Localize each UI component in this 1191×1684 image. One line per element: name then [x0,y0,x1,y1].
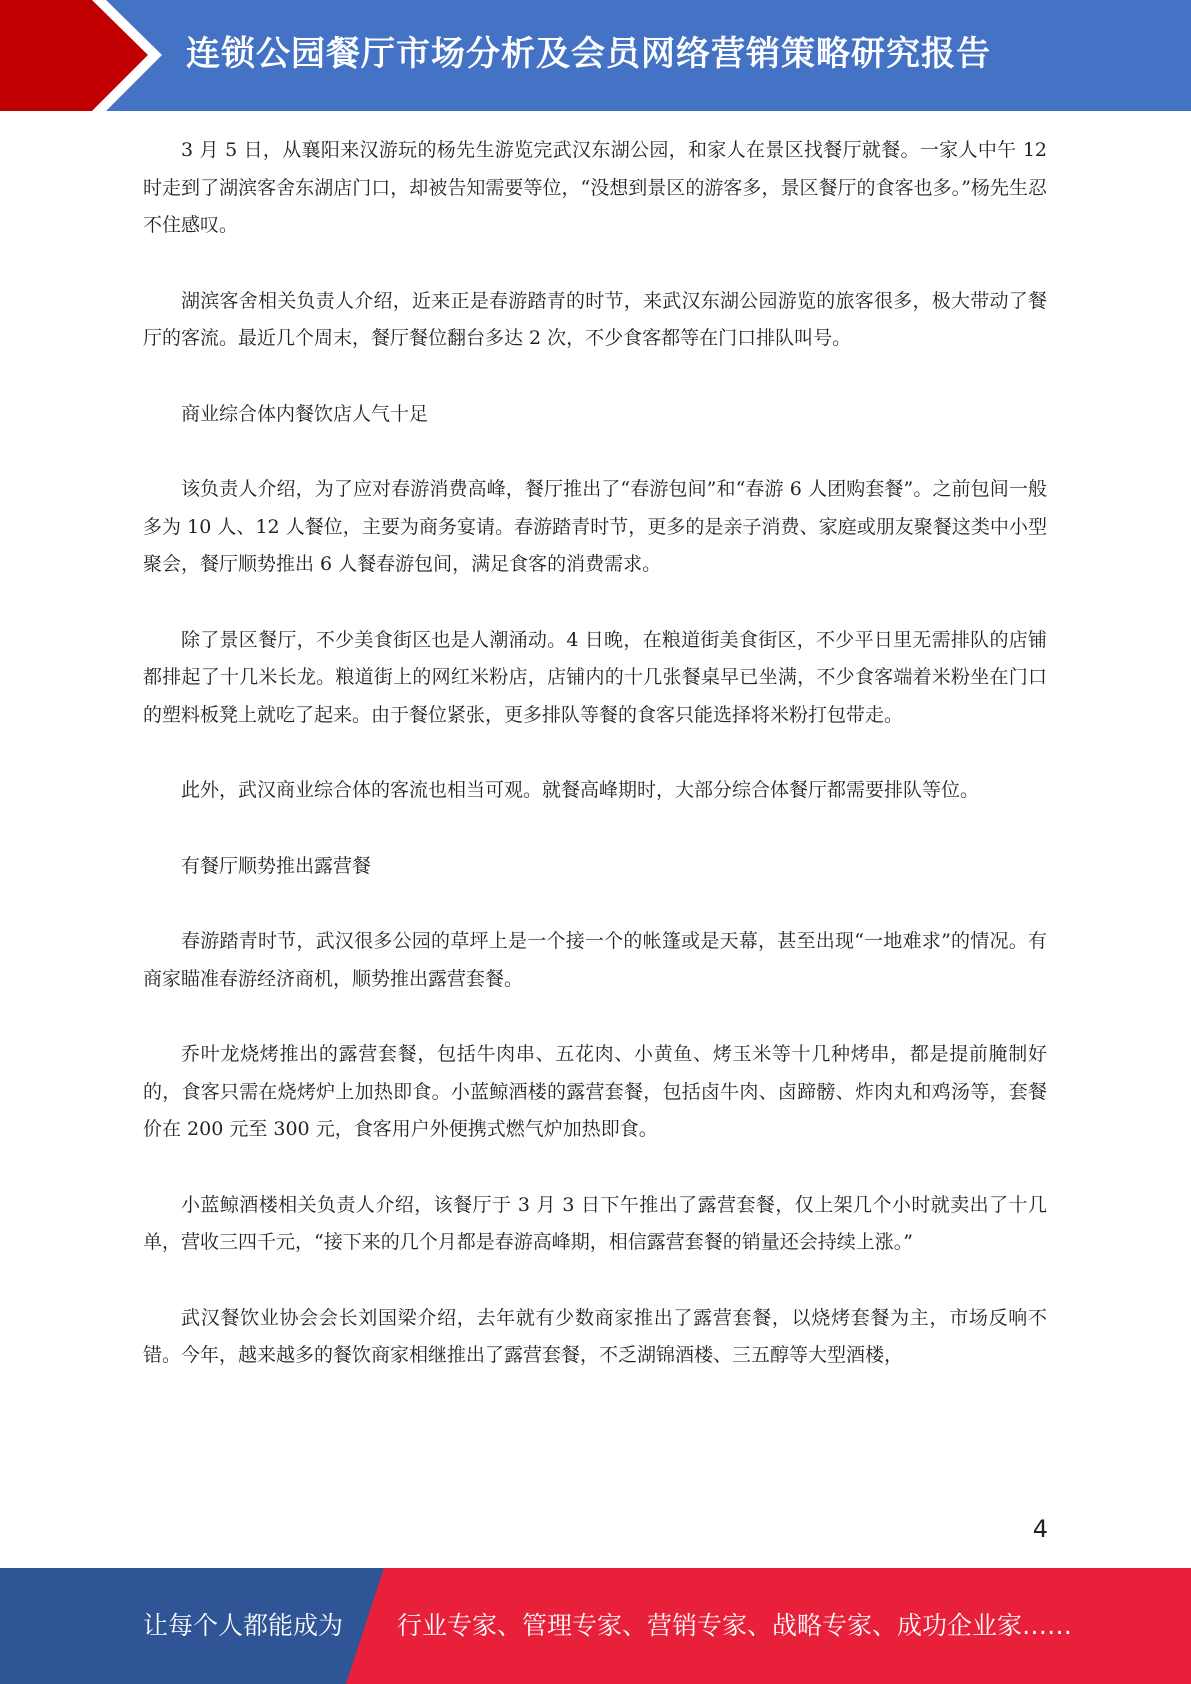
document-title: 连锁公园餐厅市场分析及会员网络营销策略研究报告 [186,34,991,74]
page-header [0,0,1191,111]
paragraph: 乔叶龙烧烤推出的露营套餐，包括牛肉串、五花肉、小黄鱼、烤玉米等十几种烤串，都是提前腌制好的，食客只需在烧烤炉上加热即食。小蓝鲸酒楼的露营套餐，包括卤牛肉、卤蹄髈、炸肉丸和鸡汤等，套餐价在 200 元至 300 元，食客用户外便携式燃气炉加热即食。 [143,1043,1047,1140]
section-subheading: 有餐厅顺势推出露营餐 [181,854,372,877]
paragraph: 武汉餐饮业协会会长刘国梁介绍，去年就有少数商家推出了露营套餐，以烧烤套餐为主，市场反响不错。今年，越来越多的餐饮商家相继推出了露营套餐，不乏湖锦酒楼、三五醇等大型酒楼， [143,1306,1047,1366]
page-number: 4 [1032,1515,1048,1543]
paragraph: 该负责人介绍，为了应对春游消费高峰，餐厅推出了“春游包间”和“春游 6 人团购套餐”。之前包间一般多为 10 人、12 人餐位，主要为商务宴请。春游踏青时节，更多的是亲子消费、家庭或朋友聚餐这类中小型聚会，餐厅顺势推出 6 人餐春游包间，满足食客的消费需求。 [143,478,1047,575]
paragraph: 湖滨客舍相关负责人介绍，近来正是春游踏青的时节，来武汉东湖公园游览的旅客很多，极大带动了餐厅的客流。最近几个周末，餐厅餐位翻台多达 2 次，不少食客都等在门口排队叫号。 [143,289,1047,349]
paragraph: 3 月 5 日，从襄阳来汉游玩的杨先生游览完武汉东湖公园，和家人在景区找餐厅就餐。一家人中午 12 时走到了湖滨客舍东湖店门口，却被告知需要等位，“没想到景区的游客多，景区餐厅的食客也多。”杨先生忍不住感叹。 [143,139,1047,236]
footer-slogan-right: 行业专家、管理专家、营销专家、战略专家、成功企业家…… [397,1611,1073,1640]
page-footer [0,1568,1191,1684]
footer-slogan-left: 让每个人都能成为 [143,1611,344,1640]
paragraph: 除了景区餐厅，不少美食街区也是人潮涌动。4 日晚，在粮道街美食街区，不少平日里无需排队的店铺都排起了十几米长龙。粮道街上的网红米粉店，店铺内的十几张餐桌早已坐满，不少食客端着米粉坐在门口的塑料板凳上就吃了起来。由于餐位紧张，更多排队等餐的食客只能选择将米粉打包带走。 [143,628,1047,726]
paragraph: 春游踏青时节，武汉很多公园的草坪上是一个接一个的帐篷或是天幕，甚至出现“一地难求”的情况。有商家瞄准春游经济商机，顺势推出露营套餐。 [143,930,1047,990]
section-subheading: 商业综合体内餐饮店人气十足 [181,402,429,425]
paragraph: 小蓝鲸酒楼相关负责人介绍，该餐厅于 3 月 3 日下午推出了露营套餐，仅上架几个小时就卖出了十几单，营收三四千元，“接下来的几个月都是春游高峰期，相信露营套餐的销量还会持续上涨。” [143,1193,1047,1253]
article-body [143,132,1047,1413]
paragraph: 此外，武汉商业综合体的客流也相当可观。就餐高峰期时，大部分综合体餐厅都需要排队等位。 [181,779,980,801]
header-red-arrow [0,0,148,111]
